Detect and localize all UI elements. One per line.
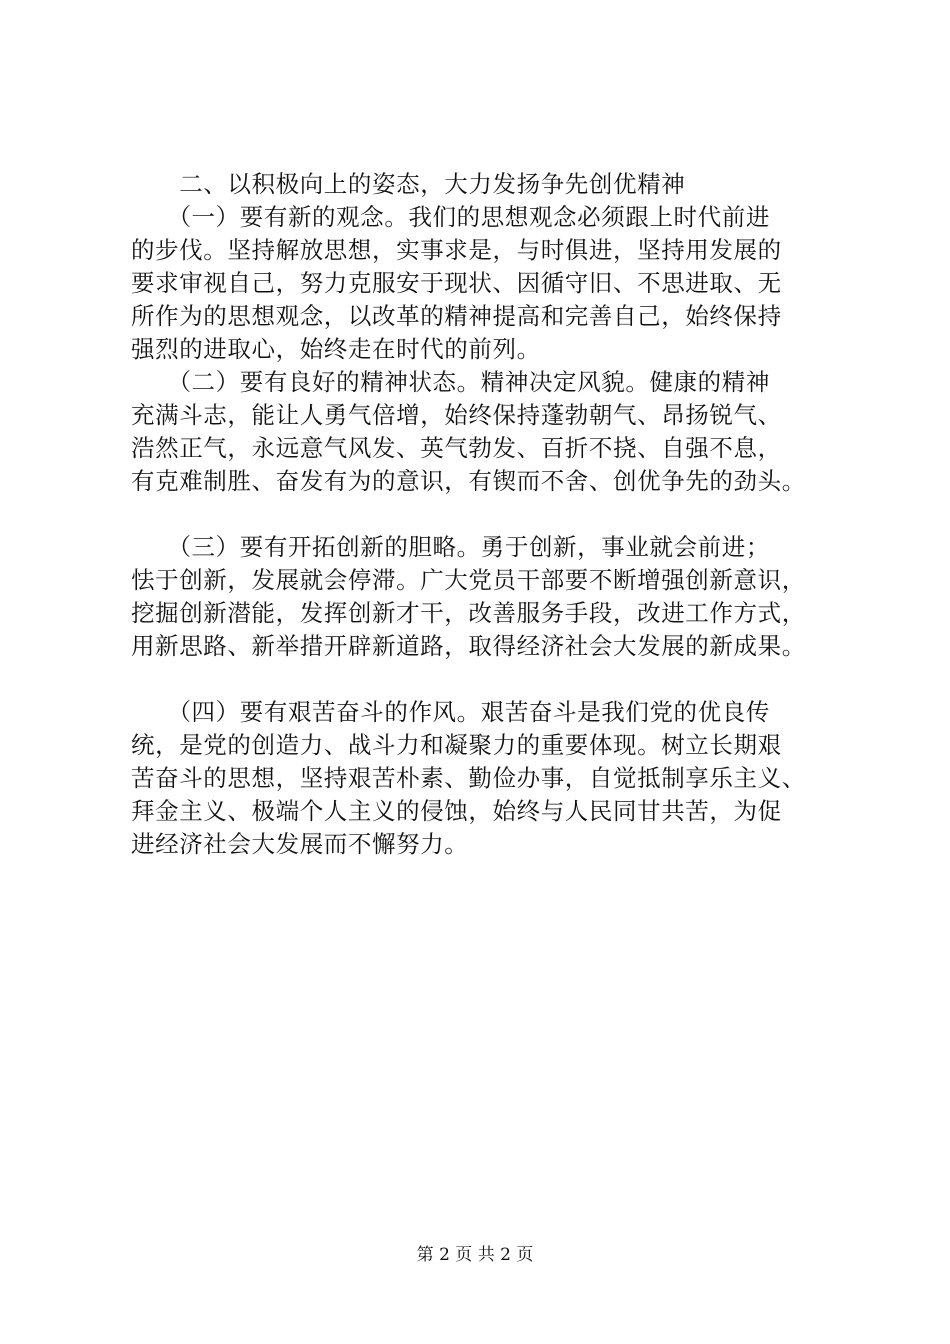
text-line: 浩然正气，永远意气风发、英气勃发、百折不挠、自强不息， [131,434,782,462]
text-line: 二、以积极向上的姿态，大力发扬争先创优精神 [131,170,686,198]
paragraph-spacer [131,663,851,696]
text-line: 所作为的思想观念，以改革的精神提高和完善自己，始终保持 [131,302,782,330]
paragraph-1 [131,201,851,366]
paragraph-spacer [131,498,851,531]
paragraph-2 [131,366,851,498]
page-number-label: 第 2 页 共 2 页 [416,1245,534,1265]
text-line: （四）要有艰苦奋斗的作风。艰苦奋斗是我们党的优良传 [131,698,770,726]
paragraph-3 [131,531,851,663]
text-line: （一）要有新的观念。我们的思想观念必须跟上时代前进 [131,203,770,231]
text-line: （二）要有良好的精神状态。精神决定风貌。健康的精神 [131,368,770,396]
section-heading [131,168,851,201]
text-line: 的步伐。坚持解放思想，实事求是，与时俱进，坚持用发展的 [131,236,782,264]
paragraph-4 [131,696,851,861]
document-body [131,168,851,861]
text-line: 进经济社会大发展而不懈努力。 [131,830,469,858]
text-line: 有克难制胜、奋发有为的意识，有锲而不舍、创优争先的劲头。 [131,467,806,495]
text-line: 要求审视自己，努力克服安于现状、因循守旧、不思进取、无 [131,269,782,297]
page-footer [0,1243,950,1267]
text-line: 拜金主义、极端个人主义的侵蚀，始终与人民同甘共苦，为促 [131,797,782,825]
text-line: 强烈的进取心，始终走在时代的前列。 [131,335,541,363]
text-line: 用新思路、新举措开辟新道路，取得经济社会大发展的新成果。 [131,632,806,660]
text-line: 挖掘创新潜能，发挥创新才干，改善服务手段，改进工作方式， [131,599,806,627]
text-line: 充满斗志，能让人勇气倍增，始终保持蓬勃朝气、昂扬锐气、 [131,401,782,429]
text-line: 苦奋斗的思想，坚持艰苦朴素、勤俭办事，自觉抵制享乐主义、 [131,764,806,792]
text-line: 统，是党的创造力、战斗力和凝聚力的重要体现。树立长期艰 [131,731,782,759]
text-line: （三）要有开拓创新的胆略。勇于创新，事业就会前进； [131,533,770,561]
text-line: 怯于创新，发展就会停滞。广大党员干部要不断增强创新意识， [131,566,806,594]
